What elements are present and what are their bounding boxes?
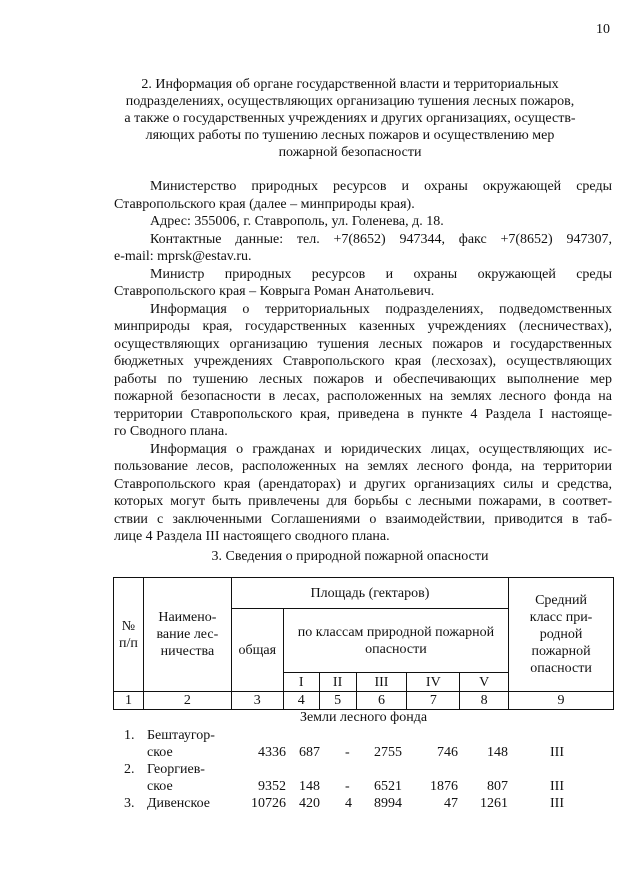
paragraph <box>114 266 612 301</box>
cell-class-3: 2755 <box>374 745 402 760</box>
section-2-title <box>100 76 600 161</box>
paragraph-line: Ставропольского края – Коврыга Роман Анатольевич. <box>114 284 435 299</box>
cell-name: Георгиев- <box>147 762 205 777</box>
paragraph-line: работы по тушению лесных пожаров и обеспечивающих выполнение мер <box>114 371 612 387</box>
paragraph-line: ствии с заключенными Соглашениями о взаимодействии, приводится в таб- <box>114 511 612 527</box>
title-line: а также о государственных учреждениях и других организациях, осуществ- <box>124 111 576 126</box>
paragraph-line: Ставропольского края (арендаторах) и других организациях силы и средства, <box>114 476 612 492</box>
header-class-IV: IV <box>407 673 460 692</box>
paragraph-line: e-mail: mprsk@estav.ru. <box>114 249 252 264</box>
cell-class-2: - <box>345 745 350 760</box>
table-body <box>113 708 614 813</box>
cell-class-5: 148 <box>487 745 508 760</box>
paragraph-line: Министр природных ресурсов и охраны окружающей среды <box>150 266 612 282</box>
group-caption: Земли лесного фонда <box>299 710 428 725</box>
title-line: пожарной безопасности <box>278 145 422 160</box>
table-row <box>113 796 614 813</box>
cell-name: ское <box>147 779 173 794</box>
cell-name: Бештаугор- <box>147 728 215 743</box>
paragraph-line: бюджетных учреждениях Ставропольского края (лесхозах), осуществляющих <box>114 354 612 369</box>
section-3-title: 3. Сведения о природной пожарной опасности <box>211 549 489 564</box>
paragraph <box>114 178 612 213</box>
paragraph-line: Ставропольского края (далее – минприроды края). <box>114 196 415 212</box>
column-number: 8 <box>460 692 509 710</box>
cell-name: Дивенское <box>147 796 210 811</box>
cell-total: 4336 <box>258 745 286 760</box>
cell-class-2: 4 <box>345 796 352 811</box>
cell-class-3: 6521 <box>374 779 402 794</box>
paragraph-line: лице 4 Раздела III настоящего сводного плана. <box>114 529 390 544</box>
cell-name: ское <box>147 745 173 760</box>
paragraph-line: го Сводного плана. <box>114 424 228 439</box>
cell-num: 1. <box>124 728 135 743</box>
section-2-body <box>114 178 612 546</box>
cell-class-4: 746 <box>437 745 458 760</box>
table-row <box>113 762 614 779</box>
page-number: 10 <box>596 22 610 37</box>
paragraph <box>114 213 612 231</box>
paragraph-line: пожарной безопасности в лесах, расположенных на землях лесного фонда на <box>114 389 612 404</box>
paragraph-line: минприроды края, государственных казенных учреждениях (лесничествах), <box>114 319 612 334</box>
cell-num: 2. <box>124 762 135 777</box>
cell-class-2: - <box>345 779 350 794</box>
table-row <box>113 728 614 745</box>
cell-avg-class: III <box>550 745 564 760</box>
paragraph-line: Информация о территориальных подразделениях, подведомственных <box>150 301 612 317</box>
cell-avg-class: III <box>550 779 564 794</box>
paragraph-line: осуществляющих организацию тушения лесных пожаров и государственных <box>114 336 612 352</box>
column-number: 5 <box>319 692 356 710</box>
paragraph <box>114 231 612 266</box>
title-line: подразделениях, осуществляющих организацию тушения лесных пожаров, <box>125 94 575 109</box>
header-class-I: I <box>283 673 319 692</box>
header-class-III: III <box>356 673 407 692</box>
cell-class-3: 8994 <box>374 796 402 811</box>
column-number: 7 <box>407 692 460 710</box>
header-area: Площадь (гектаров) <box>231 578 508 609</box>
paragraph-line: территории Ставропольского края, приведена в пункте 4 Раздела I настояще- <box>114 406 612 422</box>
header-num: № п/п <box>114 578 144 692</box>
cell-class-1: 420 <box>299 796 320 811</box>
cell-num: 3. <box>124 796 135 811</box>
paragraph-line: Министерство природных ресурсов и охраны окружающей среды <box>150 179 612 194</box>
paragraph-line: Информация о гражданах и юридических лицах, осуществляющих ис- <box>150 441 612 457</box>
title-line: ляющих работы по тушению лесных пожаров и осуществлению мер <box>145 128 555 143</box>
paragraph <box>114 301 612 441</box>
header-class-V: V <box>460 673 509 692</box>
cell-class-1: 148 <box>299 779 320 794</box>
paragraph <box>114 441 612 546</box>
paragraph-line: Контактные данные: тел. +7(8652) 947344, факс +7(8652) 947307, <box>150 231 612 247</box>
table-row <box>113 745 614 762</box>
header-name: Наимено- вание лес- ничества <box>143 578 231 692</box>
fire-danger-table <box>113 577 614 710</box>
header-by-class: по классам природной пожарной опасности <box>283 609 508 673</box>
cell-avg-class: III <box>550 796 564 811</box>
column-number: 1 <box>114 692 144 710</box>
header-class-II: II <box>319 673 356 692</box>
cell-class-4: 47 <box>444 796 458 811</box>
header-avg-class: Средний класс при- родной пожарной опасности <box>509 578 614 692</box>
header-total: общая <box>231 609 283 692</box>
title-line: 2. Информация об органе государственной власти и территориальных <box>141 77 559 92</box>
cell-class-5: 807 <box>487 779 508 794</box>
cell-total: 9352 <box>258 779 286 794</box>
paragraph-line: пользование лесов, расположенных на землях лесного фонда, на территории <box>114 459 612 474</box>
column-number: 9 <box>509 692 614 710</box>
cell-class-4: 1876 <box>430 779 458 794</box>
column-number: 6 <box>356 692 407 710</box>
column-number: 2 <box>143 692 231 710</box>
column-number: 3 <box>231 692 283 710</box>
paragraph-line: которых могут быть привлечены для борьбы с лесными пожарами, в соответ- <box>114 494 612 509</box>
cell-class-5: 1261 <box>480 796 508 811</box>
cell-class-1: 687 <box>299 745 320 760</box>
paragraph-line: Адрес: 355006, г. Ставрополь, ул. Голенева, д. 18. <box>150 214 444 229</box>
cell-total: 10726 <box>251 796 286 811</box>
column-number: 4 <box>283 692 319 710</box>
table-row <box>113 779 614 796</box>
